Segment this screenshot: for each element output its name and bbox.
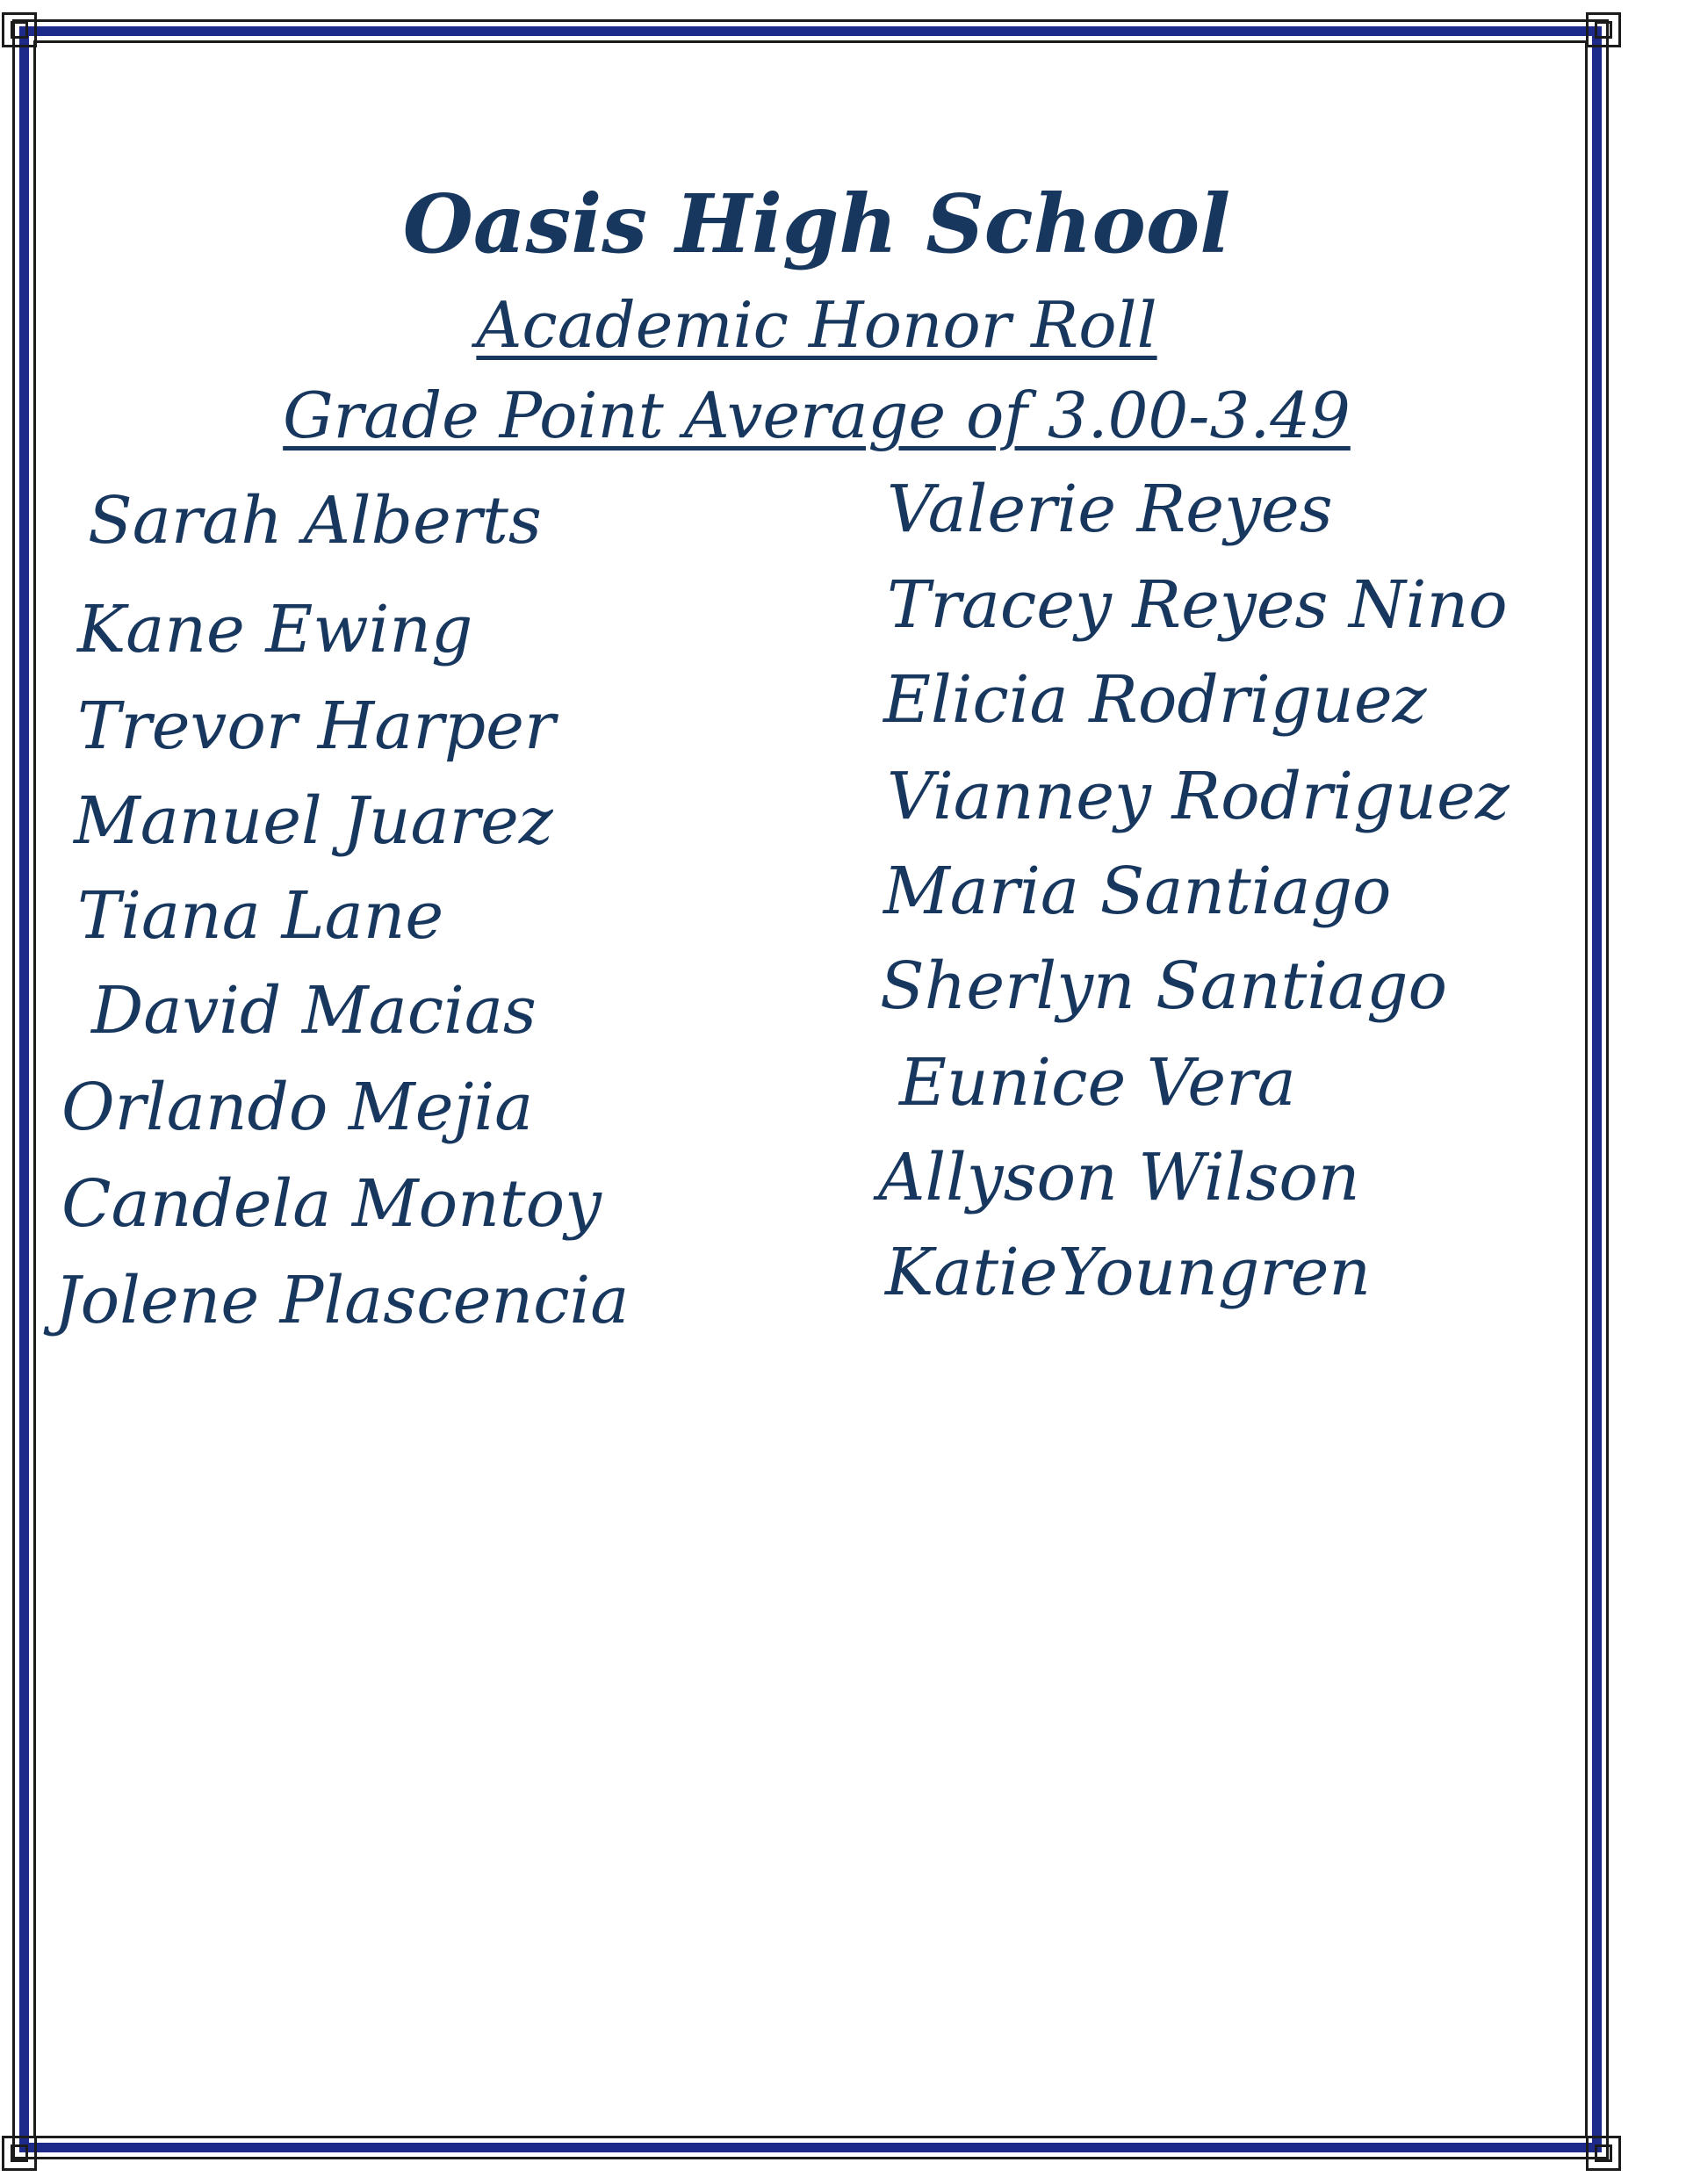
honor-roll-name: Candela Montoy xyxy=(61,1166,602,1242)
honor-roll-name: Sarah Alberts xyxy=(88,483,542,559)
honor-roll-name: Tiana Lane xyxy=(77,878,444,954)
honor-roll-name: Sherlyn Santiago xyxy=(880,948,1448,1024)
honor-roll-name: Jolene Plascencia xyxy=(54,1263,630,1338)
corner-ornament-bottom-left xyxy=(2,2136,37,2171)
page-title: Oasis High School xyxy=(402,177,1231,271)
corner-ornament-top-right xyxy=(1586,12,1621,47)
honor-roll-name: Orlando Mejia xyxy=(61,1070,534,1145)
corner-ornament-bottom-right xyxy=(1586,2136,1621,2171)
honor-roll-name: Maria Santiago xyxy=(883,854,1392,929)
honor-roll-name: Manuel Juarez xyxy=(74,783,553,859)
honor-roll-name: Elicia Rodriguez xyxy=(883,662,1427,738)
honor-roll-name: Tracey Reyes Nino xyxy=(887,567,1508,643)
honor-roll-name: David Macias xyxy=(91,973,537,1049)
gpa-range-heading: Grade Point Average of 3.00-3.49 xyxy=(283,378,1351,452)
honor-roll-name: Allyson Wilson xyxy=(878,1140,1360,1215)
honor-roll-name: Kane Ewing xyxy=(77,592,473,667)
page-subtitle: Academic Honor Roll xyxy=(476,288,1157,362)
honor-roll-name: Valerie Reyes xyxy=(887,472,1333,547)
honor-roll-name: Eunice Vera xyxy=(899,1045,1296,1121)
corner-ornament-top-left xyxy=(2,12,37,47)
honor-roll-name: Vianney Rodriguez xyxy=(887,759,1509,834)
honor-roll-name: KatieYoungren xyxy=(885,1235,1372,1310)
honor-roll-name: Trevor Harper xyxy=(77,688,556,764)
